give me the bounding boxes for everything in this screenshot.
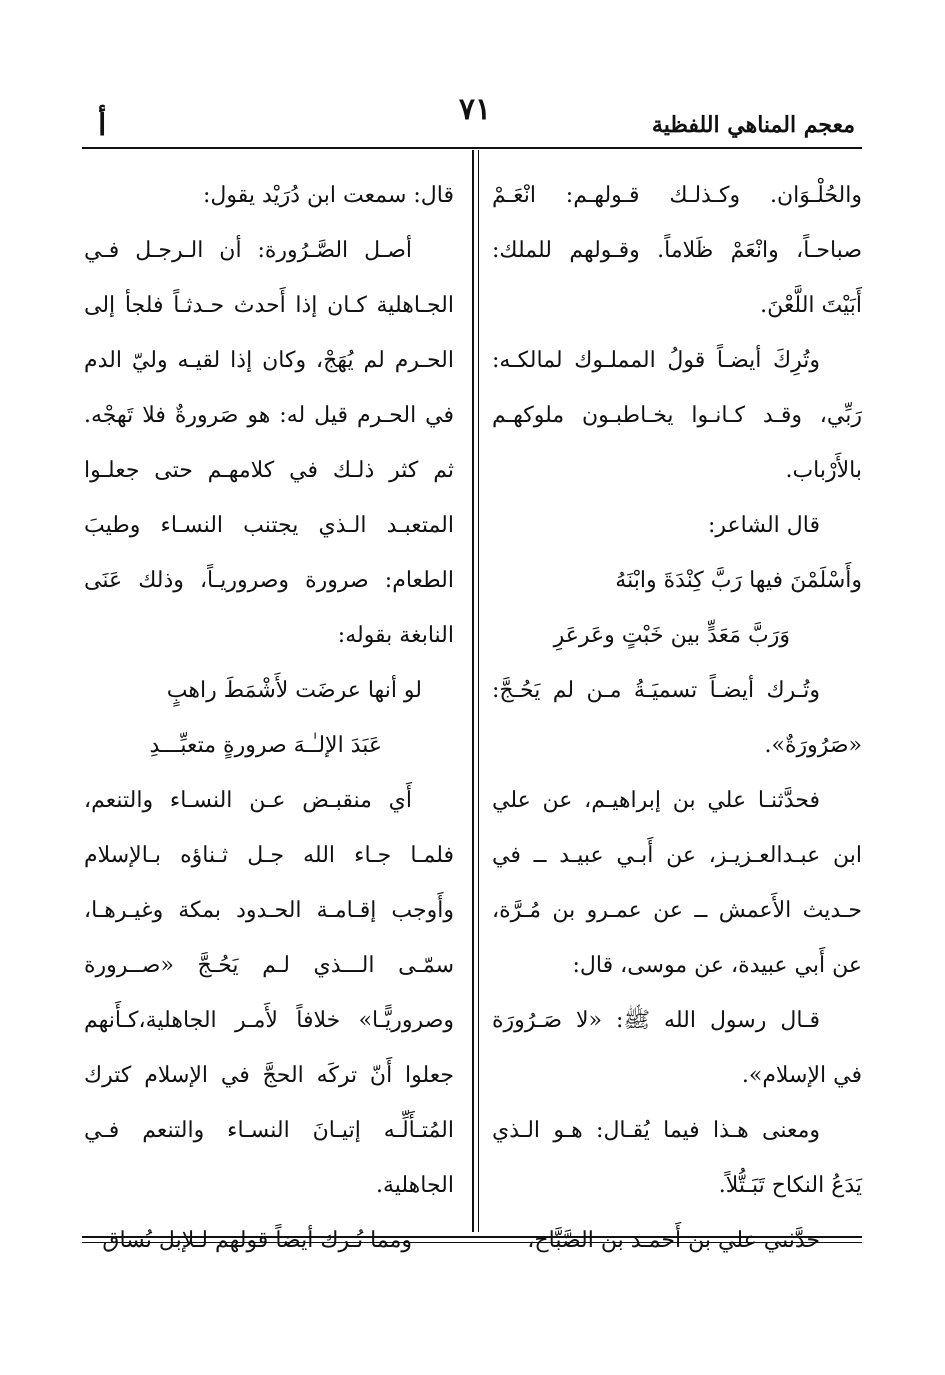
paragraph: والحُلْـوَان. وكـذلـك قـولهـم: انْعَـمْ صباحـاً، وانْعَمْ ظَلاماً. وقـولهم للملك: أَبَيْتَ اللَّعْنَ. <box>492 183 862 318</box>
column-divider <box>472 150 474 1232</box>
paragraph: ومعنى هـذا فيما يُقـال: هـو الـذي يَدَعُ النكاح تَبَـتُّلاً. <box>492 1118 862 1198</box>
left-column <box>84 168 454 1268</box>
paragraph: قال: سمعت ابن دُرَيْد يقول: <box>202 183 454 208</box>
right-column <box>492 168 862 1268</box>
verse-line: وأَسْلَمْنَ فيها رَبَّ كِنْدَةَ وابْنَهُ <box>615 568 862 593</box>
paragraph: أصـل الصَّـرُورة: أن الـرجـل فـي الجـاهلية كـان إذا أَحدث حـدثـاً فلجأ إلى الحـرم لم يُهَجْ، وكان إذا لقيـه وليّ الدم في الحـرم قيل له: هو صَرورةٌ فلا تَهجْه. ثم كثر ذلـك في كلامهـم حتى جعلـوا المتعبـد الـذي يجتنب النسـاء وطيبَ الطعام: صرورة وصروريـاً، وذلك عَنَى النابغة بقوله: <box>84 238 454 648</box>
paragraph: حدَّثني علي بن أَحمـد بن الصَّبَّاح، <box>527 1228 820 1253</box>
running-header-title: معجم المناهي اللفظية <box>651 112 855 138</box>
paragraph: فحدَّثنـا علي بن إبراهيـم، عن علي ابن عبـدالعـزيـز، عن أَبـي عبيـد ــ في حـديث الأَعمش ــ عن عمـرو بن مُـرَّة، عن أَبي عبيدة، عن موسى، قال: <box>492 788 862 978</box>
verse-line: لو أنها عرضَت لأَشْمَطَ راهبٍ <box>166 678 422 703</box>
paragraph: أَي منقبـض عـن النسـاء والتنعم، فلمـا جـاء الله جـل ثـناؤه بـالإسلام وأَوجب إقـامـة الحـدود بمكة وغيـرهـا، سمّـى الـــذي لـم يَحُـجَّ «صــرورة وصروريًّـا» خلافاً لأَمـر الجاهلية،كـأَنهم جعلوا أَنّ تركَه الحجَّ في الإسلام كترك المُتـأَلِّـه إتيـانَ النسـاء والتنعم فـي الجاهلية. <box>84 788 454 1198</box>
column-divider-thin <box>478 150 479 1232</box>
header-rule <box>82 147 862 149</box>
paragraph: وتُرِكَ أيضـاً قولُ المملـوك لمالكـه: رَبِّي، وقـد كـانـوا يخـاطبـون ملوكهـم بالأَرْباب. <box>492 348 862 483</box>
footer-rule-thin <box>82 1242 862 1243</box>
verse-line: عَبَدَ الإلـٰـهَ صرورةٍ متعبِّـــدِ <box>149 733 382 758</box>
verse-line: وَرَبَّ مَعَدٍّ بين خَبْتٍ وعَرعَرِ <box>553 623 790 648</box>
paragraph: وتُـرك أيضـاً تسميَـةُ مـن لم يَحُـجَّ: «صَرُورَةٌ». <box>492 678 862 758</box>
hadith: قـال رسول الله ﷺ: «لا صَـرُورَة في الإسلام». <box>492 1008 862 1088</box>
page-number: ٧١ <box>458 92 492 127</box>
paragraph: ومما تُـرك أيضاً قولهم لـلإبل تُساق <box>102 1228 412 1253</box>
poem-intro: قال الشاعر: <box>707 513 820 538</box>
footer-rule <box>82 1236 862 1238</box>
section-mark: أ <box>98 108 107 143</box>
